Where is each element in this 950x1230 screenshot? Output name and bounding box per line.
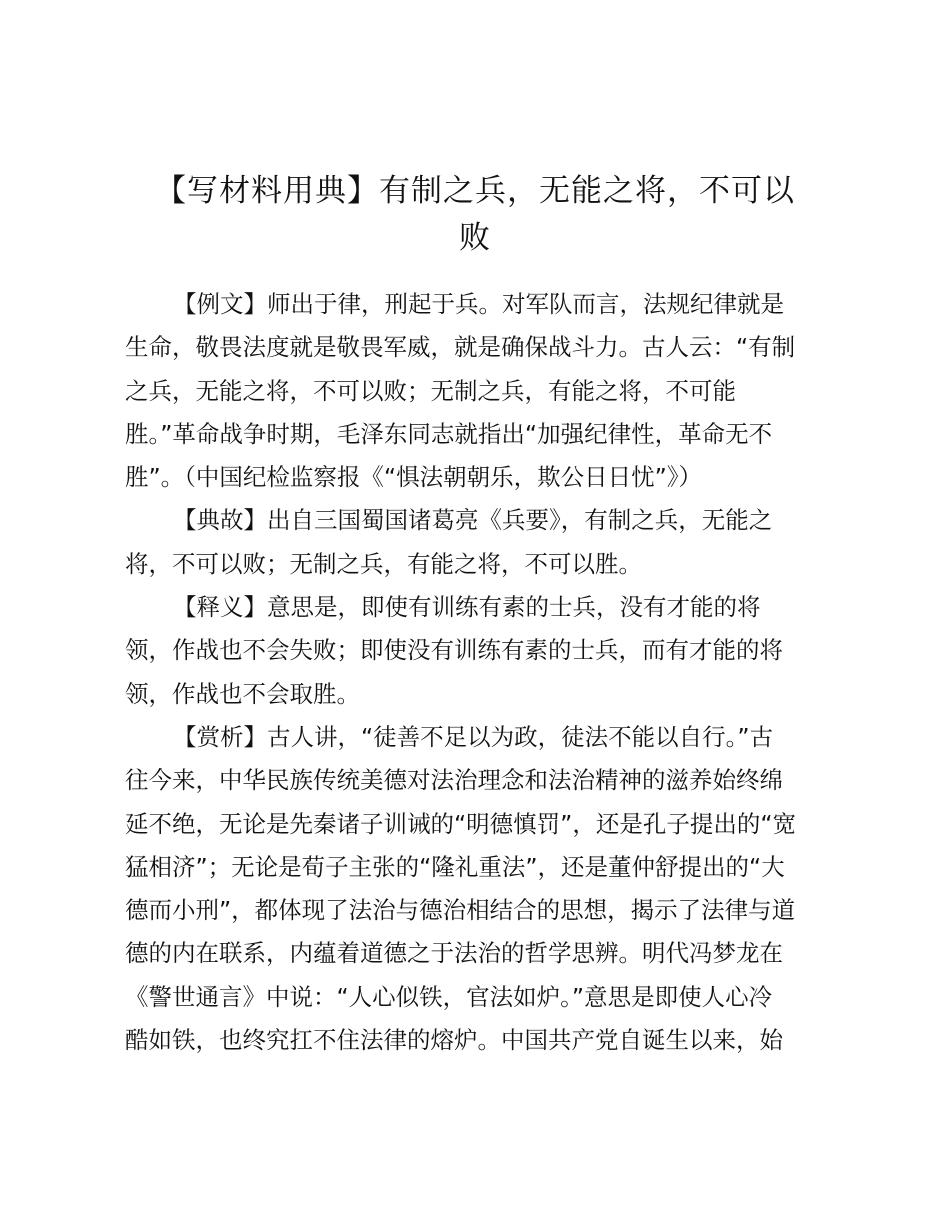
paragraph-line: 【赏析】古人讲，“徒善不足以为政，徒法不能以自行。”古 bbox=[173, 722, 774, 751]
title-line: 【写材料用典】有制之兵，无能之将，不可以 bbox=[155, 173, 795, 209]
paragraph-line: 领，作战也不会失败；即使没有训练有素的士兵，而有才能的将 bbox=[125, 636, 783, 665]
paragraph-line: 【例文】师出于律，刑起于兵。对军队而言，法规纪律就是 bbox=[173, 290, 784, 318]
paragraph-line: 德的内在联系，内蕴着道德之于法治的哲学思辨。明代冯梦龙在 bbox=[125, 939, 783, 968]
paragraph-line: 猛相济”；无论是荀子主张的“隆礼重法”，还是董仲舒提出的“大 bbox=[125, 852, 785, 881]
paragraph-line: 胜。”革命战争时期，毛泽东同志就指出“加强纪律性，革命无不 bbox=[125, 419, 773, 448]
paragraph-line: 将，不可以败；无制之兵，有能之将，不可以胜。 bbox=[125, 549, 642, 578]
document-title bbox=[125, 168, 825, 262]
paragraph-line: 之兵，无能之将，不可以败；无制之兵，有能之将，不可能 bbox=[125, 376, 736, 405]
paragraph-example bbox=[125, 283, 825, 499]
paragraph-line: 往今来，中华民族传统美德对法治理念和法治精神的滋养始终绵 bbox=[125, 766, 783, 795]
paragraph-line: 胜”。（中国纪检监察报《“惧法朝朝乐，欺公日日忧”》） bbox=[125, 463, 703, 492]
paragraph-line: 延不绝，无论是先秦诸子训诫的“明德慎罚”，还是孔子提出的“宽 bbox=[125, 809, 797, 838]
paragraph-line: 《警世通言》中说：“人心似铁，官法如炉。”意思是即使人心冷 bbox=[125, 982, 773, 1011]
paragraph-line: 【典故】出自三国蜀国诸葛亮《兵要》，有制之兵，无能之 bbox=[173, 506, 773, 535]
paragraph-allusion bbox=[125, 499, 825, 586]
title-line: 败 bbox=[459, 220, 491, 256]
paragraph-line: 领，作战也不会取胜。 bbox=[125, 679, 360, 708]
paragraph-line: 德而小刑”，都体现了法治与德治相结合的思想，揭示了法律与道 bbox=[125, 896, 796, 925]
paragraph-line: 生命，敬畏法度就是敬畏军威，就是确保战斗力。古人云：“有制 bbox=[125, 333, 796, 362]
document-body bbox=[125, 283, 825, 1062]
paragraph-line: 【释义】意思是，即使有训练有素的士兵，没有才能的将 bbox=[173, 593, 761, 622]
paragraph-meaning bbox=[125, 586, 825, 716]
paragraph-line: 酷如铁，也终究扛不住法律的熔炉。中国共产党自诞生以来，始 bbox=[125, 1026, 783, 1055]
paragraph-appreciation bbox=[125, 716, 825, 1062]
